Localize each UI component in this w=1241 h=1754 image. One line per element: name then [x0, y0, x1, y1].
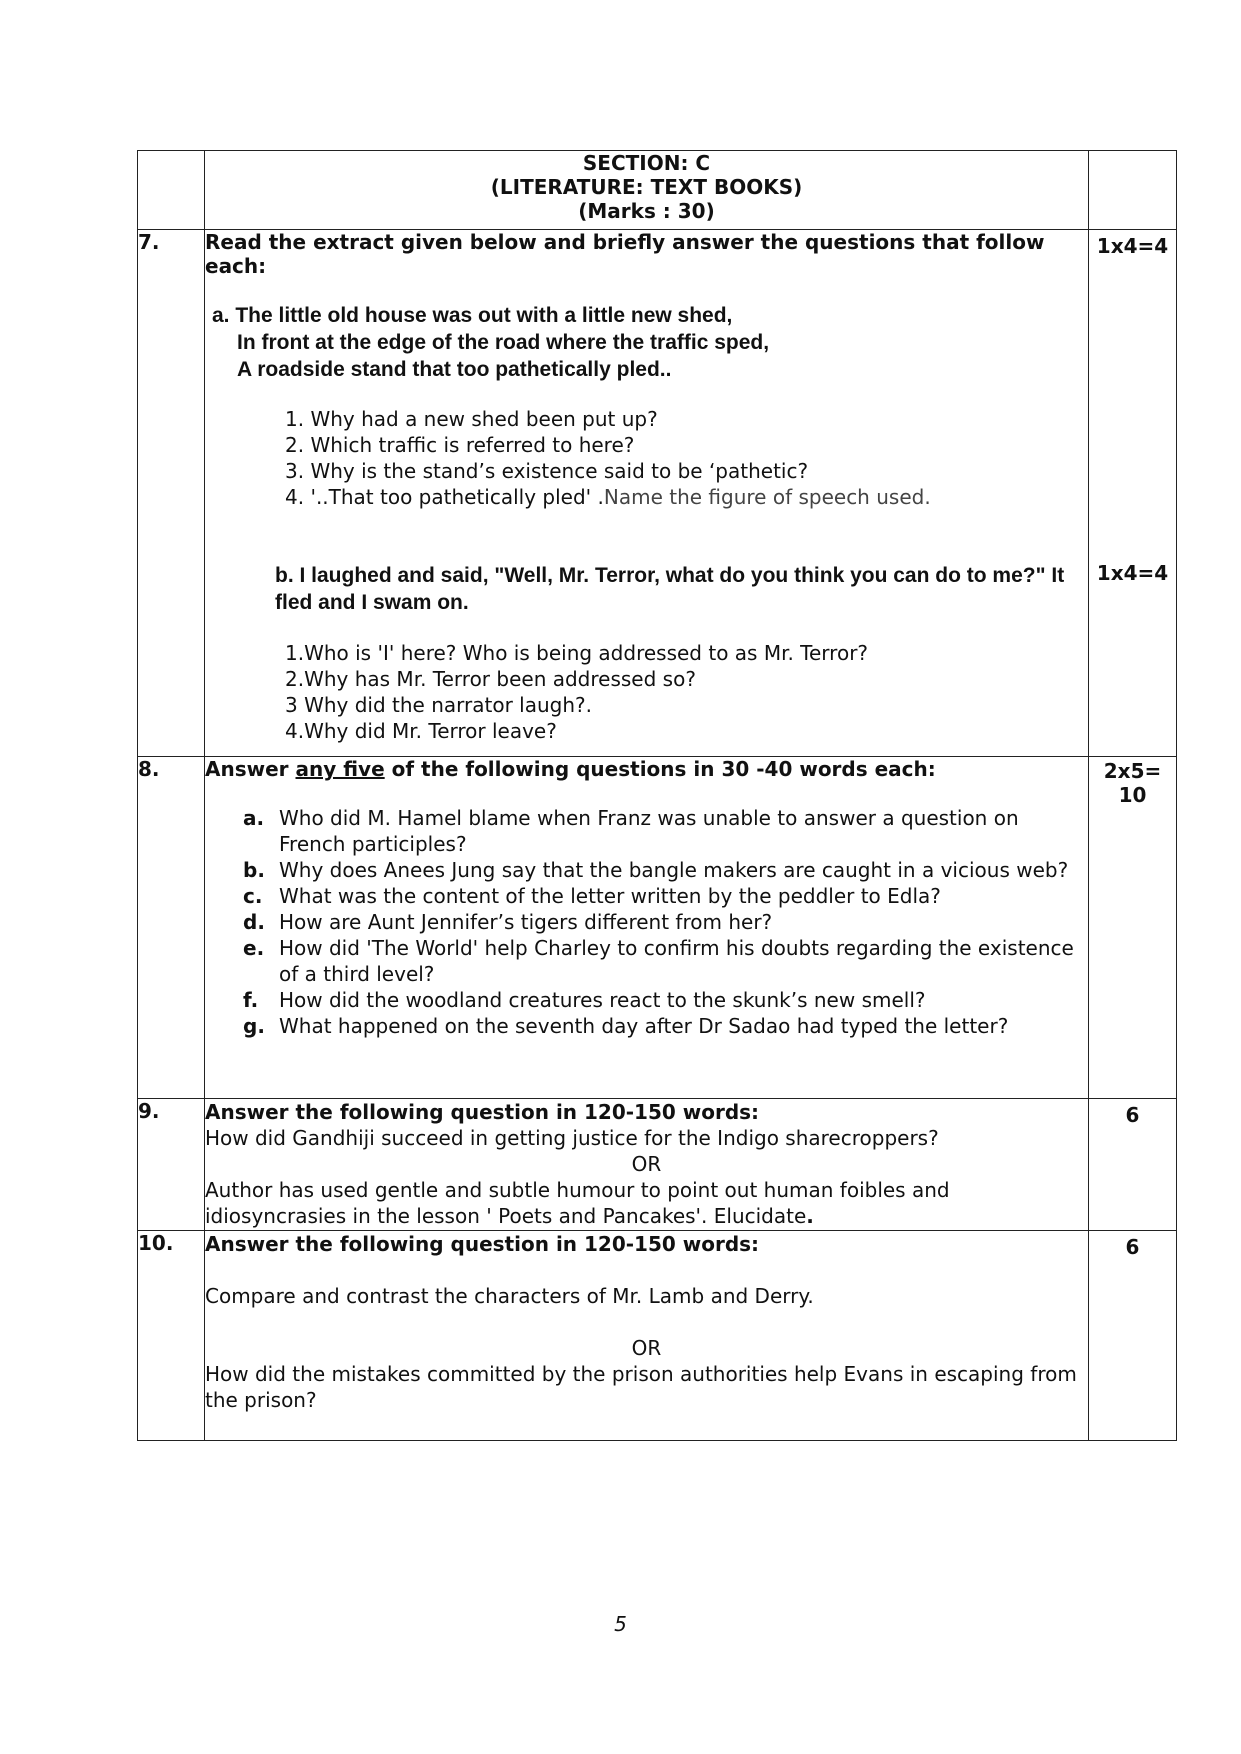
question-7-body: [205, 230, 1089, 757]
option-text: What was the content of the letter written by the peddler to Edla?: [279, 884, 941, 908]
extract-a-questions: [285, 406, 1088, 510]
question-10-option-1: Compare and contrast the characters of Mr. Lamb and Derry.: [205, 1284, 814, 1308]
sub-question: [285, 484, 1088, 510]
section-heading: [205, 151, 1089, 230]
option-letter: a.: [243, 806, 265, 830]
option-letter: f.: [243, 988, 259, 1012]
question-7-marks: [1089, 230, 1177, 757]
section-subtitle: (LITERATURE: TEXT BOOKS): [490, 175, 803, 199]
section-header-row: [138, 151, 1177, 230]
question-8-number: 8.: [138, 757, 205, 1099]
section-marks: (Marks : 30): [578, 199, 715, 223]
section-title: SECTION: C: [582, 151, 711, 175]
option-letter: b.: [243, 858, 265, 882]
option-text: What happened on the seventh day after Dr Sadao had typed the letter?: [279, 1014, 1009, 1038]
question-8-row: [138, 757, 1177, 1099]
question-10-marks: 6: [1089, 1231, 1177, 1441]
question-9-option-1: How did Gandhiji succeed in getting justice for the Indigo sharecroppers?: [205, 1126, 939, 1150]
sub-question: 3 Why did the narrator laugh?.: [285, 693, 592, 717]
question-9-number: 9.: [138, 1099, 205, 1231]
list-item: [205, 987, 1088, 1013]
extract-a-line: A roadside stand that too pathetically pled..: [237, 358, 672, 381]
question-9-marks: 6: [1089, 1099, 1177, 1231]
sub-question: 3. Why is the stand’s existence said to be ‘pathetic?: [285, 459, 809, 483]
question-10-option-2: How did the mistakes committed by the prison authorities help Evans in escaping from the prison?: [205, 1362, 1077, 1412]
question-10-row: [138, 1231, 1177, 1441]
list-item: [205, 1013, 1088, 1039]
question-8-options: [205, 805, 1088, 1039]
or-separator: OR: [631, 1336, 662, 1360]
option-letter: e.: [243, 936, 265, 960]
list-item: [205, 857, 1088, 883]
option-letter: c.: [243, 884, 263, 908]
extract-b: b. I laughed and said, "Well, Mr. Terror, what do you think you can do to me?" It fled and I swam on.: [275, 564, 1065, 614]
question-7-row: [138, 230, 1177, 757]
number-cell: [138, 151, 205, 230]
sub-question-text: Name the figure of speech used.: [603, 485, 931, 509]
list-item: [205, 805, 1088, 857]
option-text: How are Aunt Jennifer’s tigers different from her?: [279, 910, 773, 934]
sub-question: 2.Why has Mr. Terror been addressed so?: [285, 667, 696, 691]
option-text: Why does Anees Jung say that the bangle makers are caught in a vicious web?: [279, 858, 1069, 882]
list-item: [205, 935, 1088, 987]
sub-question: 1.Who is 'I' here? Who is being addressed to as Mr. Terror?: [285, 641, 869, 665]
page-number: 5: [614, 1612, 627, 1636]
question-7-number: 7.: [138, 230, 205, 757]
option-text: How did 'The World' help Charley to confirm his doubts regarding the existence of a third level?: [279, 936, 1074, 986]
question-9-row: [138, 1099, 1177, 1231]
stem-text: Answer: [205, 757, 296, 781]
or-separator: OR: [631, 1152, 662, 1176]
marks-line: 10: [1118, 783, 1147, 807]
marks-b: 1x4=4: [1096, 561, 1169, 585]
marks-a: 1x4=4: [1096, 234, 1169, 258]
stem-underlined: any five: [295, 757, 385, 781]
option-letter: g.: [243, 1014, 265, 1038]
question-9-option-2: [205, 1177, 1088, 1229]
sub-question: 2. Which traffic is referred to here?: [285, 433, 635, 457]
sub-question: 1. Why had a new shed been put up?: [285, 407, 658, 431]
question-10-stem: Answer the following question in 120-150 words:: [205, 1232, 760, 1256]
marks-cell: [1089, 151, 1177, 230]
question-9-body: [205, 1099, 1089, 1231]
question-9-stem: Answer the following question in 120-150 words:: [205, 1100, 760, 1124]
stem-text: of the following questions in 30 -40 words each:: [384, 757, 936, 781]
extract-a-line: In front at the edge of the road where the traffic sped,: [237, 331, 770, 354]
question-8-marks: [1089, 757, 1177, 1099]
sub-question-text: 4. '..That too pathetically pled' .: [285, 485, 604, 509]
question-table: [137, 150, 1177, 1441]
question-10-number: 10.: [138, 1231, 205, 1441]
list-item: [205, 883, 1088, 909]
extract-a-line: a. The little old house was out with a little new shed,: [212, 304, 733, 327]
option-text: Author has used gentle and subtle humour to point out human foibles and idiosyncrasies in the lesson ' Poets and Pancakes'. Elucidate: [205, 1178, 950, 1228]
extract-b-questions: [285, 640, 1088, 744]
question-10-body: [205, 1231, 1089, 1441]
list-item: [205, 909, 1088, 935]
option-end: .: [806, 1204, 814, 1228]
option-letter: d.: [243, 910, 265, 934]
option-text: How did the woodland creatures react to the skunk’s new smell?: [279, 988, 926, 1012]
extract-a: [205, 302, 1088, 383]
option-text: Who did M. Hamel blame when Franz was unable to answer a question on French participles?: [279, 806, 1019, 856]
sub-question: 4.Why did Mr. Terror leave?: [285, 719, 557, 743]
question-8-stem: [205, 757, 1088, 781]
question-8-body: [205, 757, 1089, 1099]
marks-line: 2x5=: [1103, 759, 1162, 783]
question-7-stem: Read the extract given below and briefly answer the questions that follow each:: [205, 230, 1045, 278]
